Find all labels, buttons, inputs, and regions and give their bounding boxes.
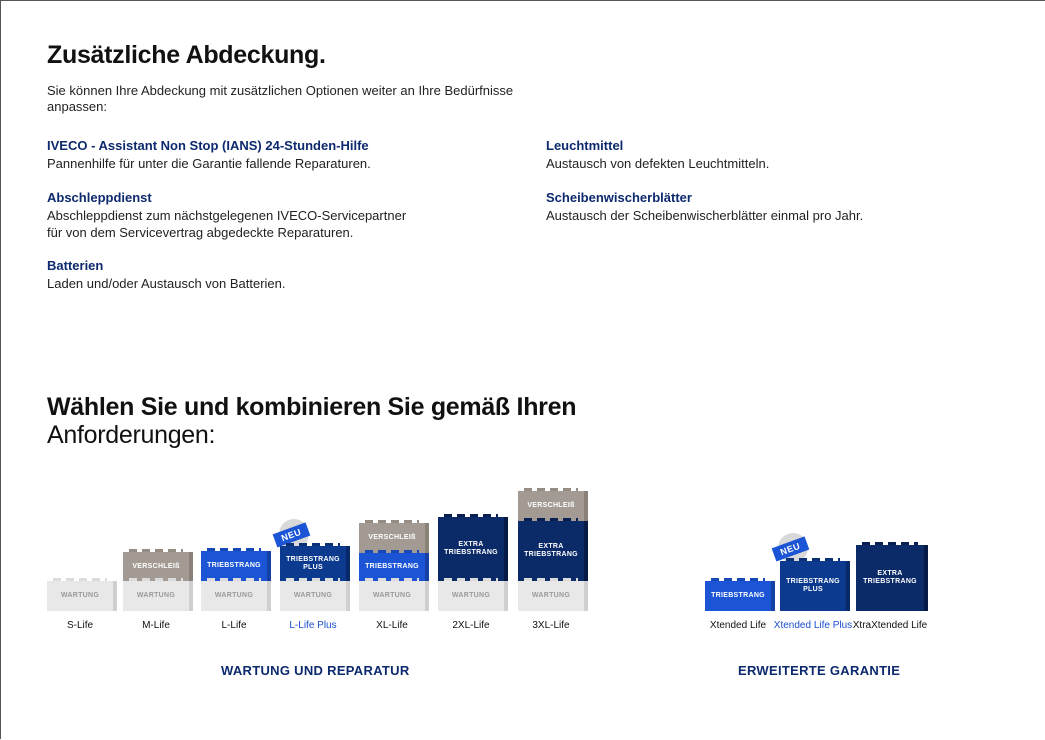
- product-xtended-life: Xtended Life: [709, 620, 767, 631]
- option-title: Abschleppdienst: [47, 190, 152, 205]
- block-triebstrang-plus: TRIEBSTRANG PLUS: [780, 561, 846, 611]
- block-verschleiss: VERSCHLEIß: [123, 552, 189, 581]
- option-desc: Pannenhilfe für unter die Garantie fallende Reparaturen.: [47, 156, 371, 171]
- block-wartung: WARTUNG: [201, 581, 267, 611]
- option-desc: Laden und/oder Austausch von Batterien.: [47, 276, 286, 291]
- block-triebstrang-plus: TRIEBSTRANG PLUS: [280, 546, 346, 581]
- product-xtraxtended-life: XtraXtended Life: [852, 620, 928, 631]
- block-extra-triebstrang: EXTRA TRIEBSTRANG: [518, 521, 584, 581]
- option-title: Batterien: [47, 258, 104, 273]
- product-3xl-life: 3XL-Life: [532, 620, 570, 631]
- block-wartung: WARTUNG: [280, 581, 346, 611]
- product-l-life: L-Life: [221, 620, 247, 631]
- block-wartung: WARTUNG: [47, 581, 113, 611]
- option-desc: Abschleppdienst zum nächstgelegenen IVECO-Servicepartner für von dem Servicevertrag abgedeckte Reparaturen.: [47, 208, 407, 240]
- product-l-life-plus: L-Life Plus: [289, 620, 337, 631]
- block-triebstrang: TRIEBSTRANG: [201, 551, 267, 581]
- block-verschleiss: VERSCHLEIß: [518, 491, 584, 521]
- block-triebstrang: TRIEBSTRANG: [359, 553, 425, 581]
- block-triebstrang: TRIEBSTRANG: [705, 581, 771, 611]
- neu-badge: NEU: [273, 523, 310, 548]
- product-xtended-life-plus: Xtended Life Plus: [773, 620, 853, 631]
- intro-text: Sie können Ihre Abdeckung mit zusätzlichen Optionen weiter an Ihre Bedürfnisse anpassen:: [47, 83, 514, 114]
- product-m-life: M-Life: [142, 620, 170, 631]
- option-title: IVECO - Assistant Non Stop (IANS) 24-Stunden-Hilfe: [47, 138, 369, 153]
- block-wartung: WARTUNG: [123, 581, 189, 611]
- block-wartung: WARTUNG: [359, 581, 425, 611]
- block-extra-triebstrang: EXTRA TRIEBSTRANG: [438, 517, 504, 581]
- neu-badge: NEU: [772, 537, 809, 562]
- option-title: Leuchtmittel: [546, 138, 624, 153]
- category-wartung-reparatur: WARTUNG UND REPARATUR: [221, 663, 410, 678]
- page-title: Zusätzliche Abdeckung.: [47, 41, 326, 69]
- product-2xl-life: 2XL-Life: [452, 620, 490, 631]
- option-title: Scheibenwischerblätter: [546, 190, 692, 205]
- product-xl-life: XL-Life: [376, 620, 408, 631]
- block-extra-triebstrang: EXTRA TRIEBSTRANG: [856, 545, 924, 611]
- block-verschleiss: VERSCHLEIß: [359, 523, 425, 553]
- category-erweiterte-garantie: ERWEITERTE GARANTIE: [738, 663, 901, 678]
- section2-title-bold: Wählen Sie und kombinieren Sie gemäß Ihren: [47, 393, 577, 421]
- product-s-life: S-Life: [66, 620, 94, 631]
- block-wartung: WARTUNG: [438, 581, 504, 611]
- option-desc: Austausch der Scheibenwischerblätter einmal pro Jahr.: [546, 208, 864, 223]
- option-desc: Austausch von defekten Leuchtmitteln.: [546, 156, 770, 171]
- section2-title-light: Anforderungen:: [47, 421, 216, 449]
- block-wartung: WARTUNG: [518, 581, 584, 611]
- product-blocks: [1, 1, 1045, 740]
